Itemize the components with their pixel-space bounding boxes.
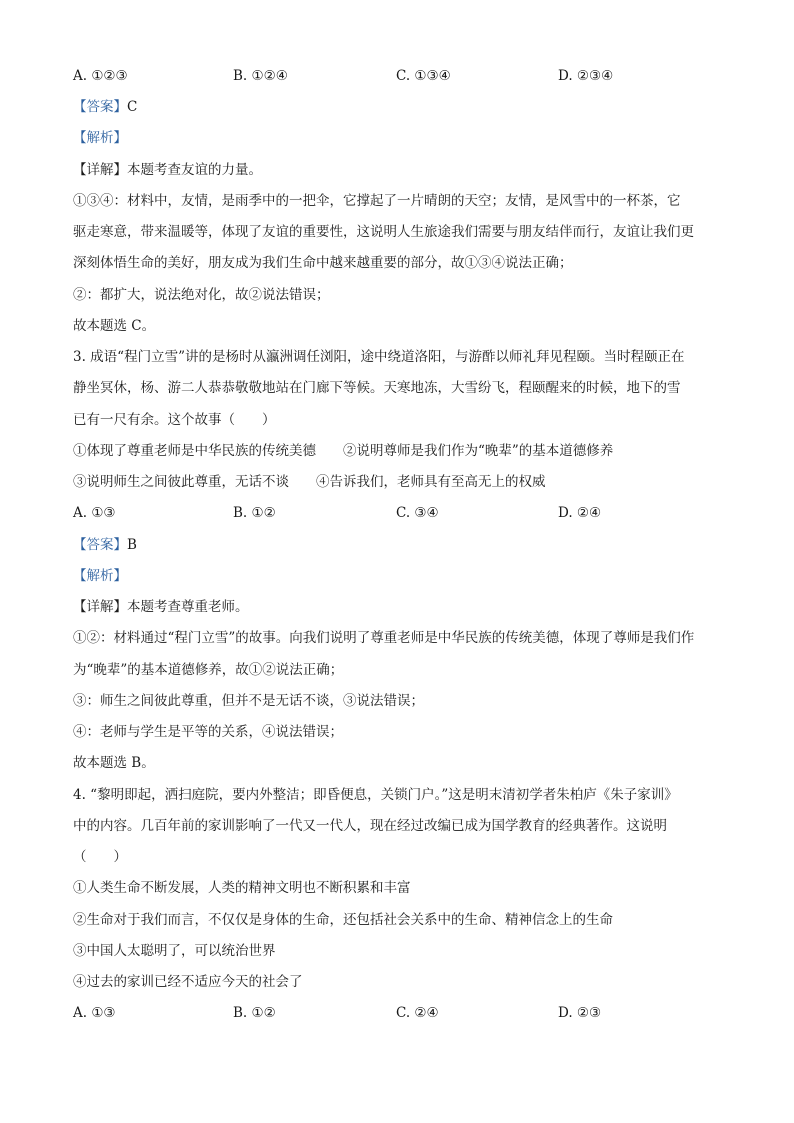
- q4-choice-4: ④过去的家训已经不适应今天的社会了: [73, 974, 303, 990]
- q4-choice-1: ①人类生命不断发展，人类的精神文明也不断积累和丰富: [73, 880, 411, 896]
- q4-option-c: C. ②④: [396, 1005, 439, 1021]
- q3-option-d: D. ②④: [558, 505, 602, 521]
- q2-options: [73, 66, 723, 86]
- q2-analysis-tag: 【解析】: [73, 130, 127, 146]
- q3-conclusion: 故本题选 B。: [73, 755, 155, 771]
- q2-explanation-2: 驱走寒意，带来温暖等，体现了友谊的重要性，这说明人生旅途我们需要与朋友结伴而行，友谊让我们更: [73, 224, 694, 240]
- q2-explanation-4: ②：都扩大，说法绝对化，故②说法错误；: [73, 287, 330, 303]
- q2-detail: 本题考查友谊的力量。: [127, 162, 262, 178]
- q2-option-d: D. ②③④: [558, 68, 614, 84]
- q3-stem-2: 静坐冥休，杨、游二人恭恭敬敬地站在门廊下等候。天寒地冻，大雪纷飞，程颐醒来的时候，地下的雪: [73, 380, 681, 396]
- q2-option-c: C. ①③④: [396, 68, 451, 84]
- q2-answer: C: [127, 99, 138, 115]
- q4-choice-3: ③中国人太聪明了，可以统治世界: [73, 943, 276, 959]
- q3-option-a: A. ①③: [73, 505, 116, 521]
- q3-options: [73, 503, 723, 523]
- q3-stem-1: 3. 成语“程门立雪”讲的是杨时从瀛洲调任浏阳，途中绕道洛阳，与游酢以师礼拜见程颐。当时程颐正在: [73, 349, 685, 365]
- q4-option-a: A. ①③: [73, 1005, 116, 1021]
- q2-analysis-line: [73, 128, 127, 148]
- q2-answer-line: [73, 97, 137, 117]
- q4-stem-2: 中的内容。几百年前的家训影响了一代又一代人，现在经过改编已成为国学教育的经典著作。这说明: [73, 818, 667, 834]
- q3-detail-line: [73, 597, 249, 617]
- q2-answer-tag: 【答案】: [73, 99, 127, 115]
- q2-detail-tag: 【详解】: [73, 162, 127, 178]
- q2-option-a: A. ①②③: [73, 68, 128, 84]
- q3-answer-tag: 【答案】: [73, 537, 127, 553]
- q3-answer-line: [73, 535, 137, 555]
- q3-choice-row-1: ①体现了尊重老师是中华民族的传统美德 ②说明尊师是我们作为“晚辈”的基本道德修养: [73, 443, 614, 459]
- q3-explanation-2: 为“晚辈”的基本道德修养，故①②说法正确；: [73, 662, 344, 678]
- q4-options: [73, 1003, 723, 1023]
- q3-answer: B: [127, 537, 137, 553]
- q3-detail-tag: 【详解】: [73, 599, 127, 615]
- q3-explanation-3: ③：师生之间彼此尊重，但并不是无话不谈，③说法错误；: [73, 693, 424, 709]
- q3-analysis-line: [73, 566, 127, 586]
- q3-explanation-1: ①②：材料通过“程门立雪”的故事。向我们说明了尊重老师是中华民族的传统美德，体现了尊师是我们作: [73, 630, 695, 646]
- q4-stem-1: 4. “黎明即起，洒扫庭院，要内外整洁；即昏便息，关锁门户。”这是明末清初学者朱柏庐《朱子家训》: [73, 787, 678, 803]
- q3-explanation-4: ④：老师与学生是平等的关系，④说法错误；: [73, 724, 343, 740]
- q2-explanation-3: 深刻体悟生命的美好，朋友成为我们生命中越来越重要的部分，故①③④说法正确；: [73, 255, 573, 271]
- q2-option-b: B. ①②④: [233, 68, 288, 84]
- q4-choice-2: ②生命对于我们而言，不仅仅是身体的生命，还包括社会关系中的生命、精神信念上的生命: [73, 912, 613, 928]
- q3-choice-row-2: ③说明师生之间彼此尊重，无话不谈 ④告诉我们，老师具有至高无上的权威: [73, 474, 546, 490]
- q3-analysis-tag: 【解析】: [73, 568, 127, 584]
- q4-option-b: B. ①②: [233, 1005, 276, 1021]
- q2-explanation-1: ①③④：材料中，友情，是雨季中的一把伞，它撑起了一片晴朗的天空；友情，是风雪中的一杯茶，它: [73, 193, 681, 209]
- q3-option-c: C. ③④: [396, 505, 439, 521]
- q3-detail: 本题考查尊重老师。: [127, 599, 249, 615]
- q4-stem-3: （ ）: [73, 849, 127, 865]
- q2-detail-line: [73, 160, 262, 180]
- q2-conclusion: 故本题选 C。: [73, 318, 156, 334]
- q4-option-d: D. ②③: [558, 1005, 602, 1021]
- q3-option-b: B. ①②: [233, 505, 276, 521]
- q3-stem-3: 已有一尺有余。这个故事（ ）: [73, 412, 276, 428]
